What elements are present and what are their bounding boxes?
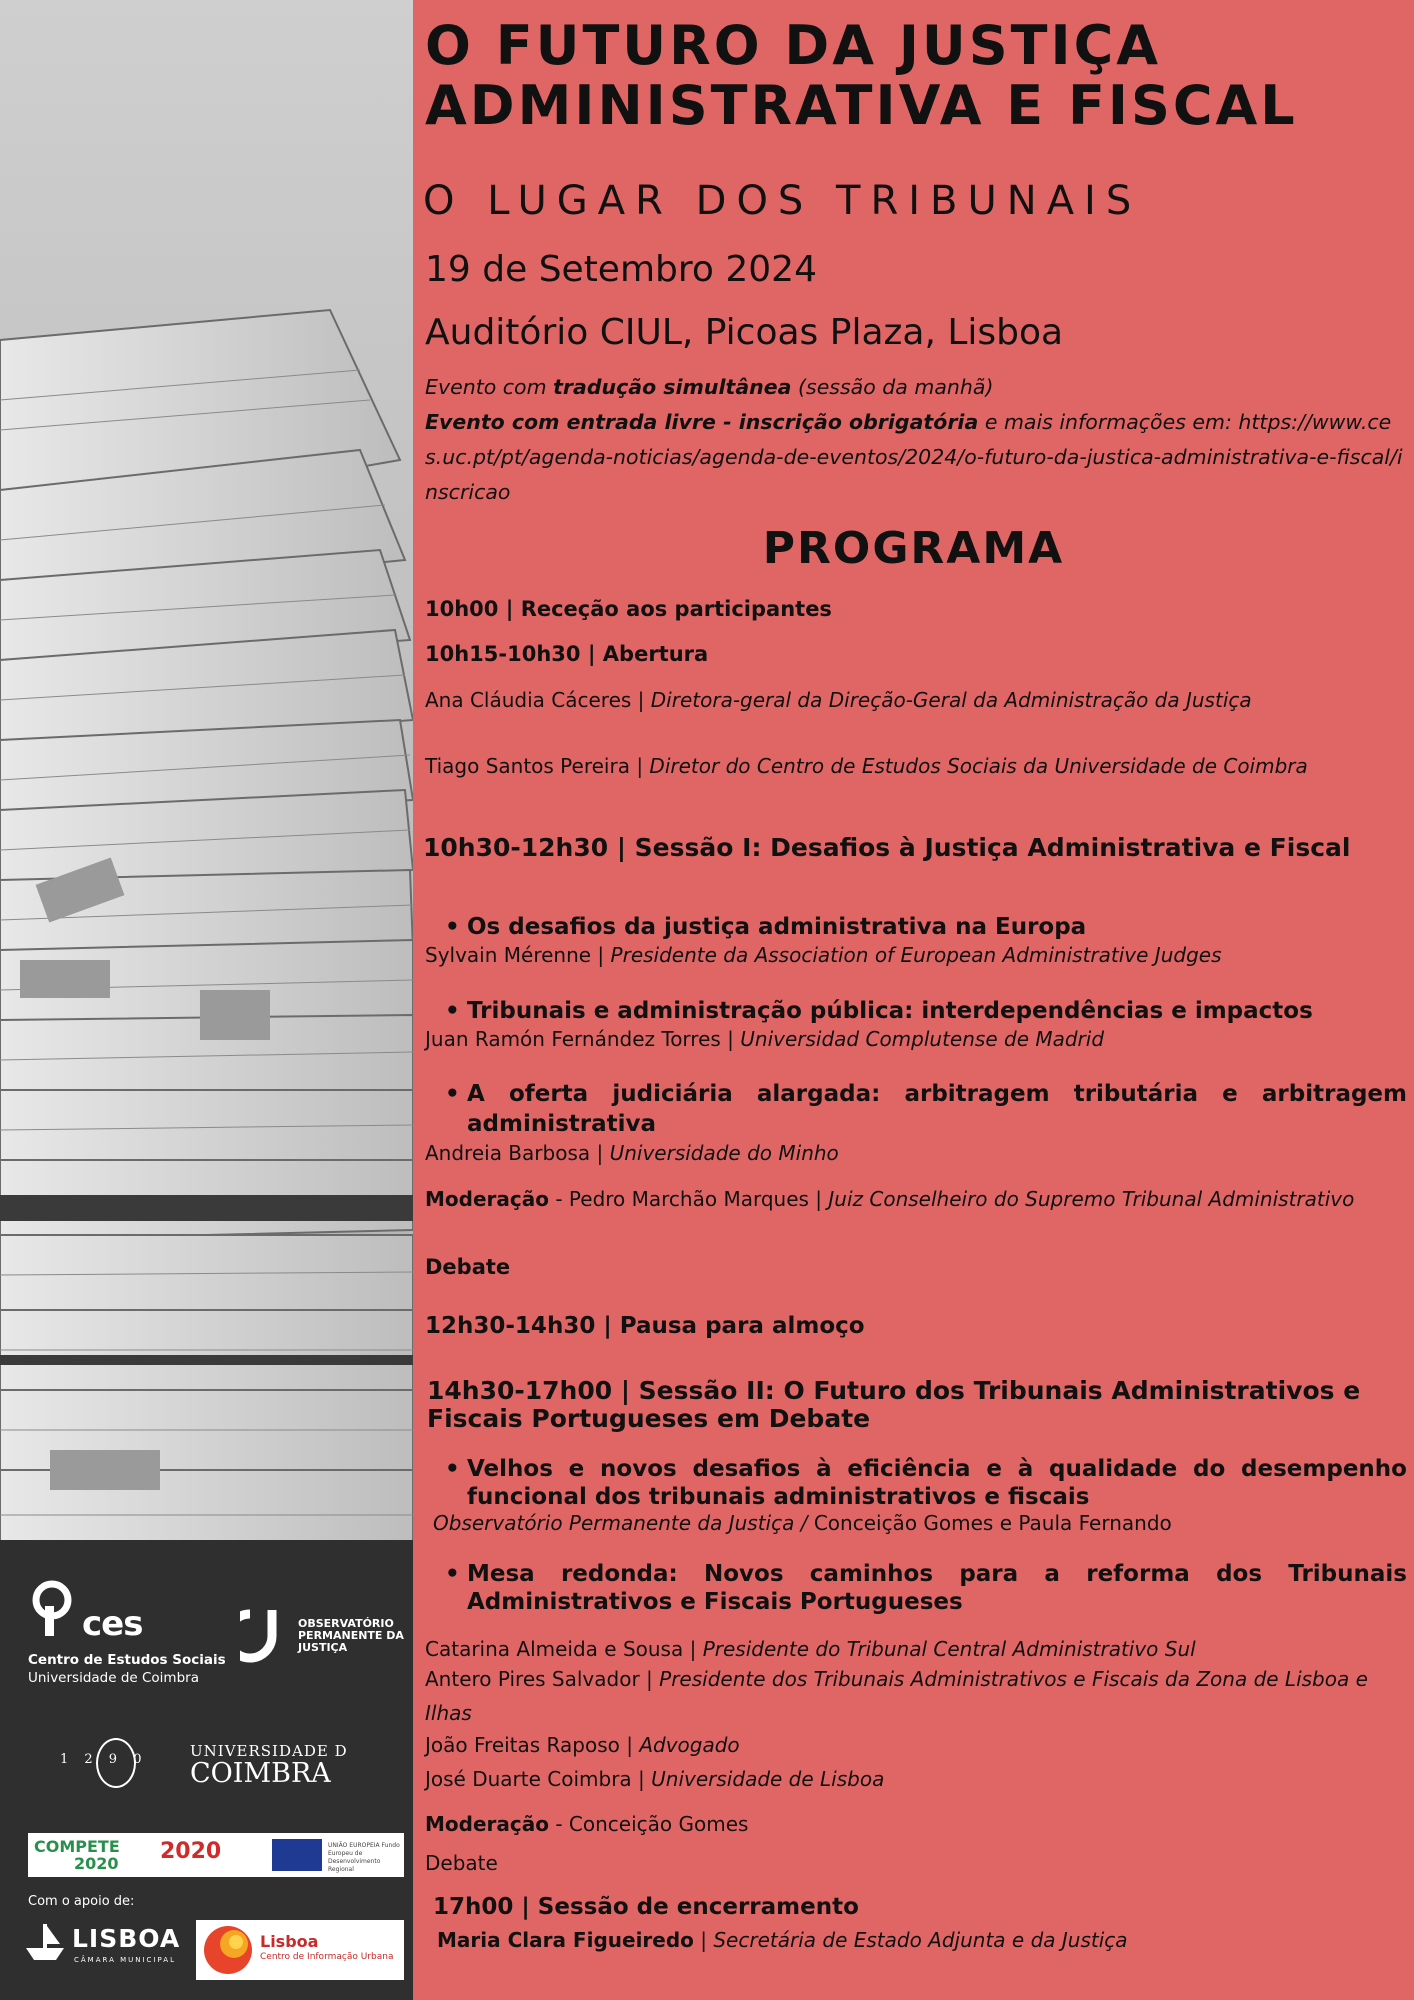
- lunch-break: 12h30-14h30 | Pausa para almoço: [425, 1313, 865, 1339]
- session2-topic2: • Mesa redonda: Novos caminhos para a reforma dos Tribunais Administrativos e Fiscais Portugueses: [467, 1560, 1407, 1616]
- opj-logo: [236, 1602, 411, 1672]
- uc-seal-icon: [96, 1738, 136, 1788]
- ciu-title: Lisboa: [260, 1932, 319, 1951]
- closing-session: 17h00 | Sessão de encerramento: [433, 1894, 859, 1920]
- opj-mark-icon: [240, 1606, 294, 1666]
- support-label: Com o apoio de:: [28, 1894, 135, 1909]
- session1-topic3-speaker: Andreia Barbosa | Universidade do Minho: [425, 1141, 839, 1165]
- left-panel: [0, 0, 413, 2000]
- eu-text: UNIÃO EUROPEIA Fundo Europeu de Desenvolvimento Regional: [328, 1842, 400, 1873]
- uc-line1: UNIVERSIDADE D: [190, 1742, 348, 1760]
- speaker-pereira: Tiago Santos Pereira | Diretor do Centro de Estudos Sociais da Universidade de Coimbra: [425, 754, 1308, 778]
- uc-years: 1 2 9 0: [60, 1752, 148, 1767]
- session1-title: 10h30-12h30 | Sessão I: Desafios à Justiça Administrativa e Fiscal: [423, 833, 1351, 862]
- session1-topic2-speaker: Juan Ramón Fernández Torres | Universidad Complutense de Madrid: [425, 1027, 1105, 1051]
- ciu-mark-icon: [200, 1922, 256, 1978]
- uc-line2: COIMBRA: [190, 1758, 331, 1789]
- event-venue: Auditório CIUL, Picoas Plaza, Lisboa: [425, 312, 1064, 353]
- panelist-salvador: Antero Pires Salvador | Presidente dos Tribunais Administrativos e Fiscais da Zona de Lisboa e Ilhas: [425, 1667, 1368, 1725]
- compete-logo: COMPETE 2020: [34, 1837, 120, 1873]
- portugal2020-logo: 2020: [160, 1839, 222, 1864]
- speaker-caceres: Ana Cláudia Cáceres | Diretora-geral da Direção-Geral da Administração da Justiça: [425, 688, 1252, 712]
- eu-flag-icon: [272, 1839, 322, 1871]
- panelist-coimbra: José Duarte Coimbra | Universidade de Lisboa: [425, 1767, 885, 1791]
- lisboa-subtitle: CÂMARA MUNICIPAL: [74, 1956, 176, 1964]
- logos-panel: [0, 1540, 413, 2000]
- session1-topic2: • Tribunais e administração pública: interdependências e impactos: [467, 996, 1407, 1026]
- books-stack-photo: [0, 300, 413, 1560]
- session2-debate: Debate: [425, 1851, 498, 1875]
- program-heading: PROGRAMA: [762, 523, 1065, 574]
- item-rececao: 10h00 | Receção aos participantes: [425, 597, 832, 621]
- ces-mark-icon: [28, 1580, 88, 1640]
- ces-logo: [24, 1576, 226, 1686]
- ciu-logo: [196, 1920, 404, 1980]
- session2-topic1: • Velhos e novos desafios à eficiência e à qualidade do desempenho funcional dos tribunais administrativos e fiscais: [467, 1455, 1407, 1511]
- session2-title: 14h30-17h00 | Sessão II: O Futuro dos Tribunais Administrativos e Fiscais Portugueses em Debate: [427, 1376, 1361, 1433]
- registration-link[interactable]: https://www.ces.uc.pt/pt/agenda-noticias/agenda-de-eventos/2024/o-futuro-da-justica-administrativa-e-fiscal/inscricao: [425, 410, 1403, 504]
- event-subtitle: O LUGAR DOS TRIBUNAIS: [423, 178, 1142, 224]
- opj-text: OBSERVATÓRIO PERMANENTE DA JUSTIÇA: [298, 1617, 404, 1654]
- ciu-subtitle: Centro de Informação Urbana: [260, 1952, 394, 1962]
- item-abertura: 10h15-10h30 | Abertura: [425, 642, 709, 666]
- event-info: Evento com tradução simultânea (sessão da manhã) Evento com entrada livre - inscrição obrigatória e mais informações em: https://www.ces.uc.pt/pt/agenda-noticias/agenda-de-eventos/2024/o-futuro-da-justica-administrativa-e-fiscal/inscricao: [425, 375, 1403, 504]
- uc-logo: [56, 1730, 376, 1790]
- session2-topic1-speakers: Observatório Permanente da Justiça / Conceição Gomes e Paula Fernando: [433, 1511, 1172, 1535]
- funding-logos: [28, 1833, 404, 1877]
- lisboa-wordmark: LISBOA: [72, 1924, 181, 1953]
- panelist-raposo: João Freitas Raposo | Advogado: [425, 1733, 740, 1757]
- lisboa-ship-icon: [22, 1918, 68, 1964]
- session1-topic1-speaker: Sylvain Mérenne | Presidente da Association of European Administrative Judges: [425, 943, 1222, 967]
- session1-debate: Debate: [425, 1255, 511, 1279]
- lisboa-logo: [22, 1918, 182, 1978]
- event-date: 19 de Setembro 2024: [425, 249, 817, 290]
- ces-name: Centro de Estudos Sociais: [28, 1652, 226, 1668]
- session1-topic1: • Os desafios da justiça administrativa na Europa: [467, 912, 1407, 942]
- session2-moderation: Moderação - Conceição Gomes: [425, 1812, 749, 1836]
- event-title: O FUTURO DA JUSTIÇA ADMINISTRATIVA E FISCAL: [425, 14, 1298, 137]
- right-panel: [413, 0, 1414, 2000]
- panelist-sousa: Catarina Almeida e Sousa | Presidente do Tribunal Central Administrativo Sul: [425, 1637, 1196, 1661]
- session1-moderation: Moderação - Pedro Marchão Marques | Juiz Conselheiro do Supremo Tribunal Administrativo: [425, 1187, 1355, 1211]
- session1-topic3: • A oferta judiciária alargada: arbitragem tributária e arbitragem administrativa: [467, 1079, 1407, 1139]
- ces-wordmark: ces: [82, 1604, 143, 1644]
- ces-university: Universidade de Coimbra: [28, 1670, 199, 1686]
- closing-speaker: Maria Clara Figueiredo | Secretária de Estado Adjunta e da Justiça: [437, 1928, 1128, 1952]
